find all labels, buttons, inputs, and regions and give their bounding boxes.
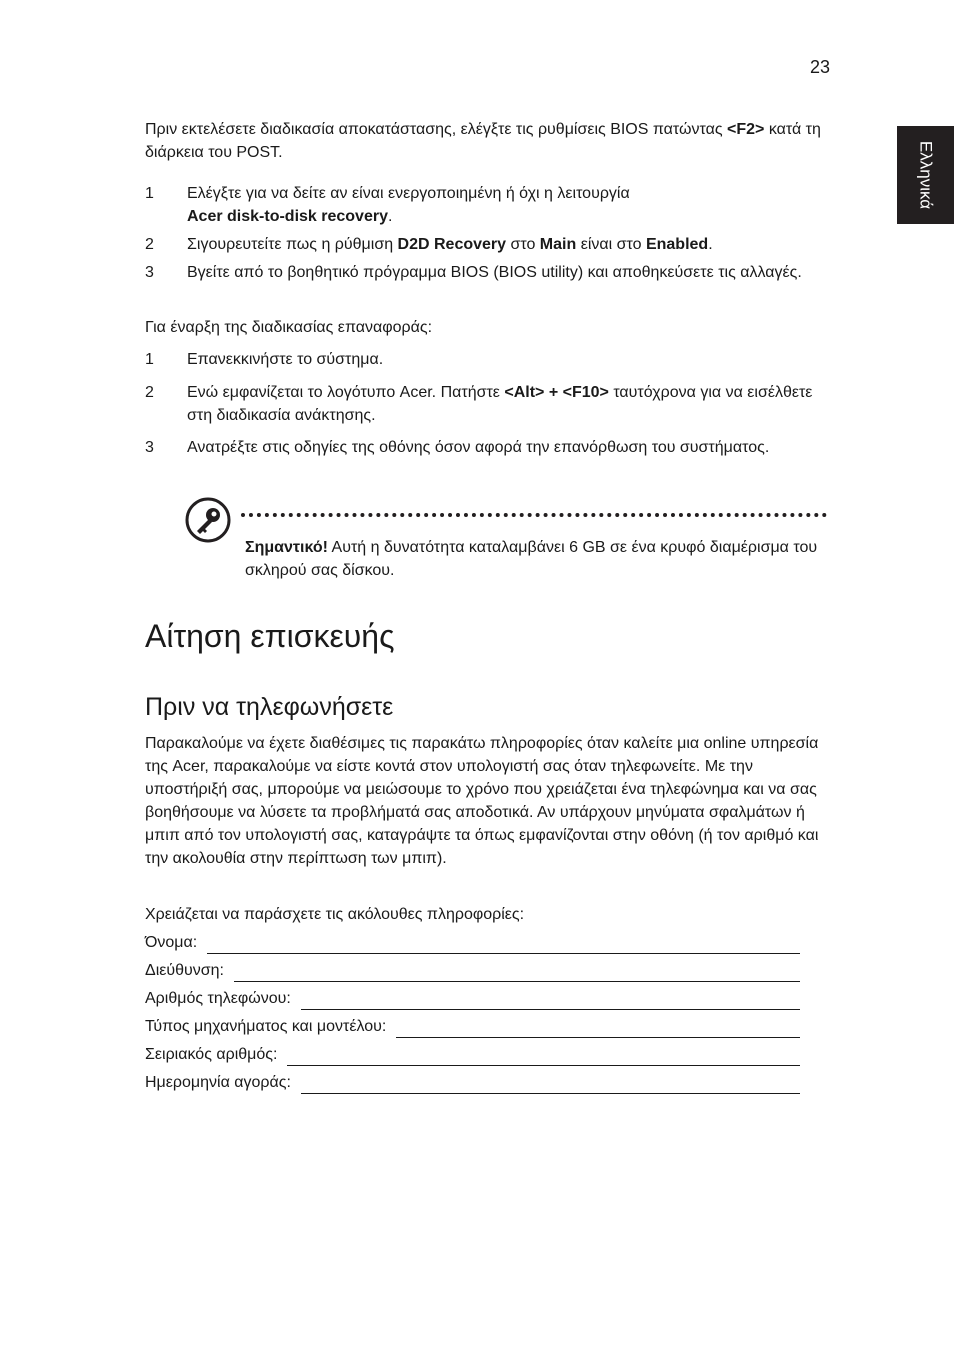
form-field-purchase-date <box>145 1071 800 1094</box>
bios-step-text: . <box>708 236 713 253</box>
bios-step-text: Ελέγξτε για να δείτε αν είναι ενεργοποιημένη ή όχι η λειτουργία <box>187 185 630 202</box>
restore-step-number: 2 <box>145 384 154 401</box>
body-paragraph: Παρακαλούμε να έχετε διαθέσιμες τις παρακάτω πληροφορίες όταν καλείτε μια online υπηρεσία της Acer, παρακαλούμε να είστε κοντά στον υπολογιστή σας όταν τηλεφωνείτε. Με την υποστήριξή σας, μπορούμε να μειώσουμε το χρόνο που χρειάζεται ένα τηλεφώνημα και να σας βοηθήσουμε να λύσετε τα προβλήματά σας αποδοτικά. Αν υπάρχουν μηνύματα σφαλμάτων ή μπιπ από τον υπολογιστή σας, καταγράψτε τα όπως εμφανίζονται στην οθόνη (ή τον αριθμό και την ακολουθία στην περίπτωση των μπιπ). <box>145 735 819 867</box>
form-field-model <box>145 1015 800 1038</box>
bios-step-text: στο <box>506 236 540 253</box>
restore-step-number: 1 <box>145 351 154 368</box>
blank-line <box>396 1020 800 1038</box>
subsection-title: Πριν να τηλεφωνήσετε <box>145 693 394 721</box>
bios-step-text: . <box>387 208 393 225</box>
form-field-label: Αριθμός τηλεφώνου: <box>145 990 291 1007</box>
blank-line <box>287 1048 800 1066</box>
restore-step <box>187 381 837 427</box>
restore-intro: Για έναρξη της διαδικασίας επαναφοράς: <box>145 319 433 336</box>
restore-step-number: 3 <box>145 439 154 456</box>
page-number: 23 <box>809 57 830 77</box>
setting-value: Enabled <box>645 236 709 253</box>
bios-step-number: 2 <box>145 236 154 253</box>
restore-step: Ανατρέξτε στις οδηγίες της οθόνης όσον αφορά την επανόρθωση του συστήματος. <box>187 439 770 456</box>
intro-paragraph <box>145 118 835 164</box>
form-field-serial <box>145 1043 800 1066</box>
intro-text: Πριν εκτελέσετε διαδικασία αποκατάστασης, ελέγξτε τις ρυθμίσεις BIOS πατώντας <box>145 121 728 138</box>
bios-step-text: Σιγουρευτείτε πως η ρύθμιση <box>187 236 398 253</box>
restore-step: Επανεκκινήστε το σύστημα. <box>187 351 384 368</box>
intro-text-end: κατά τη διάρκεια του POST. <box>145 121 821 161</box>
restore-step-text: Ενώ εμφανίζεται το λογότυπο Acer. Πατήστε <box>187 384 505 401</box>
language-tab <box>897 126 954 224</box>
bios-step <box>187 233 837 256</box>
key-f2: <F2> <box>727 121 765 138</box>
blank-line <box>301 992 800 1010</box>
form-field-address <box>145 959 800 982</box>
form-field-label: Όνομα: <box>145 934 198 951</box>
form-field-name <box>145 931 800 954</box>
note-divider <box>241 513 827 517</box>
note-body: Αυτή η δυνατότητα καταλαμβάνει 6 GB σε ένα κρυφό διαμέρισμα του σκληρού σας δίσκου. <box>245 539 818 579</box>
blank-line <box>301 1076 800 1094</box>
key-icon <box>185 497 231 543</box>
bios-step-number: 1 <box>145 185 154 202</box>
key-combination: <Alt> + <F10> <box>504 384 609 401</box>
form-field-phone <box>145 987 800 1010</box>
bios-step-text: είναι στο <box>576 236 646 253</box>
section-title: Αίτηση επισκευής <box>145 618 395 654</box>
bios-step-number: 3 <box>145 264 154 281</box>
bios-step <box>187 182 837 228</box>
note-label: Σημαντικό! <box>245 539 328 556</box>
restore-step-text: ταυτόχρονα για να εισέλθετε στη διαδικασία ανάκτησης. <box>187 384 813 424</box>
blank-line <box>234 964 800 982</box>
bios-step: Βγείτε από το βοηθητικό πρόγραμμα BIOS (BIOS utility) και αποθηκεύσετε τις αλλαγές. <box>187 264 802 281</box>
info-intro: Χρειάζεται να παράσχετε τις ακόλουθες πληροφορίες: <box>145 906 525 923</box>
form-field-label: Διεύθυνση: <box>145 962 224 979</box>
language-tab-label: Ελληνικά <box>916 140 935 210</box>
form-field-label: Σειριακός αριθμός: <box>145 1046 278 1063</box>
note-text <box>245 536 825 582</box>
blank-line <box>207 936 800 954</box>
form-field-label: Τύπος μηχανήματος και μοντέλου: <box>145 1018 387 1035</box>
form-field-label: Ημερομηνία αγοράς: <box>145 1074 291 1091</box>
setting-name: D2D Recovery <box>397 236 507 253</box>
feature-name: Acer disk-to-disk recovery <box>187 208 388 225</box>
menu-name: Main <box>539 236 577 253</box>
